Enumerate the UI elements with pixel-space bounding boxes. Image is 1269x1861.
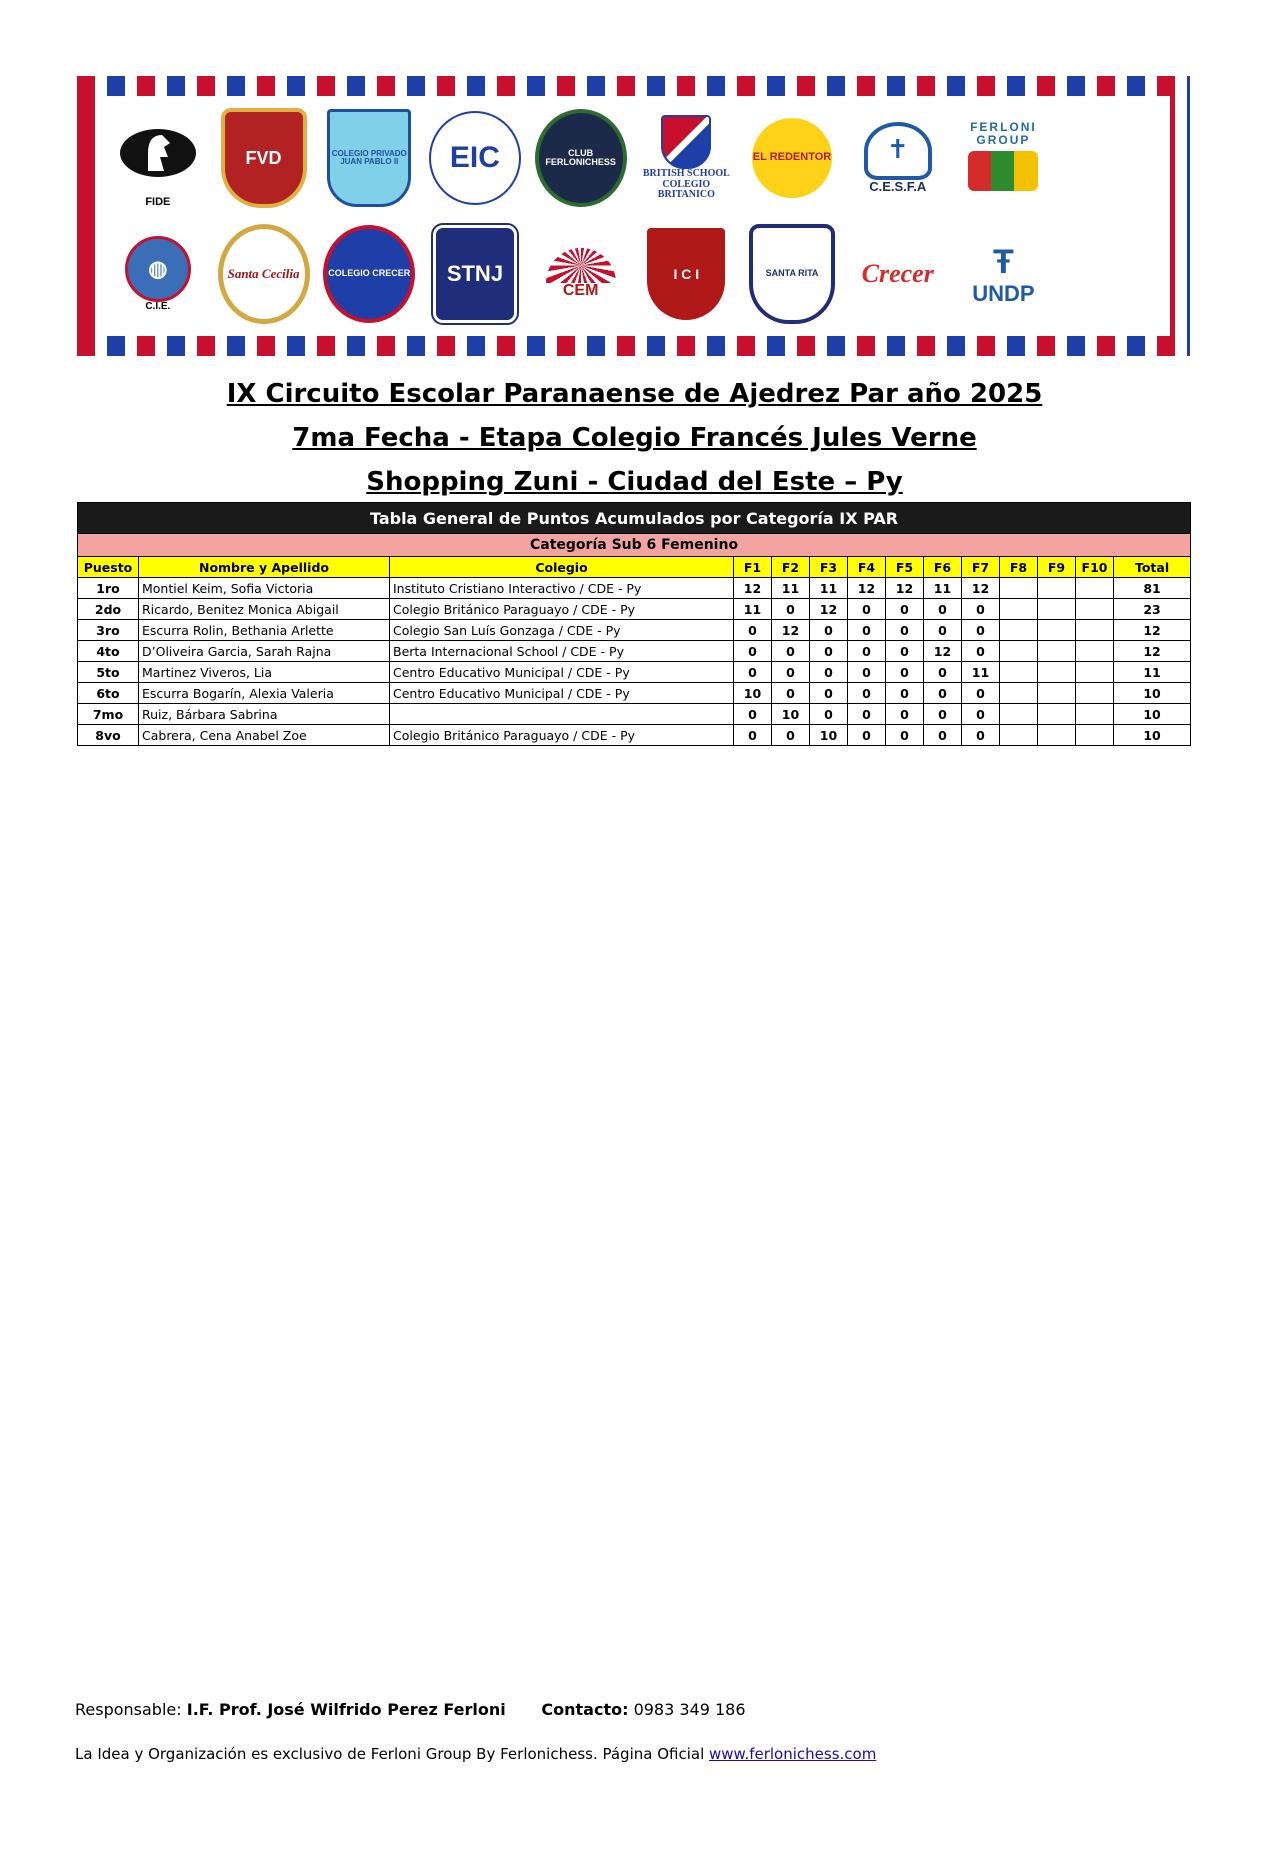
name-cell: Ricardo, Benitez Monica Abigail [139,599,390,620]
score-cell: 0 [810,704,848,725]
table-title: Tabla General de Puntos Acumulados por Categoría IX PAR [78,503,1191,534]
ferloni-group-logo: FERLONI GROUP [957,108,1049,208]
eic-logo [429,108,521,208]
rank-cell: 8vo [78,725,139,746]
british-school-logo: BRITISH SCHOOL COLEGIO BRITANICO [640,108,732,208]
school-cell: Instituto Cristiano Interactivo / CDE - Py [390,578,734,599]
document-titles [0,372,1269,504]
score-cell [1076,725,1114,746]
fide-text: FIDE [145,196,171,208]
total-cell: 10 [1114,683,1191,704]
score-cell [1000,599,1038,620]
total-cell: 12 [1114,620,1191,641]
column-header: Nombre y Apellido [139,557,390,578]
column-header: F4 [848,557,886,578]
globe-icon: ◍ [125,236,191,302]
table-row [78,641,1191,662]
fvd-shield-icon: FVD [221,108,307,208]
cie-logo: ◍ C.I.E. [112,224,204,324]
total-cell: 10 [1114,704,1191,725]
logo-grid [97,96,1170,336]
score-cell [1038,599,1076,620]
crecer-logo: Crecer [861,259,934,289]
score-cell [1038,683,1076,704]
name-cell: D’Oliveira Garcia, Sarah Rajna [139,641,390,662]
rank-cell: 5to [78,662,139,683]
category-title: Categoría Sub 6 Femenino [78,534,1191,557]
score-cell [1000,725,1038,746]
score-cell: 0 [886,641,924,662]
cem-logo: CEM [535,224,627,324]
score-cell [1076,683,1114,704]
score-cell [1038,704,1076,725]
fvd-logo [218,108,310,208]
crecer-seal-icon: COLEGIO CRECER [323,225,415,323]
score-cell: 0 [734,662,772,683]
score-cell: 10 [810,725,848,746]
rank-cell: 6to [78,683,139,704]
score-cell: 0 [924,725,962,746]
title-line-3: Shopping Zuni - Ciudad del Este – Py [366,467,903,497]
column-header: F9 [1038,557,1076,578]
juan-pablo-ii-logo [323,108,415,208]
column-header: Puesto [78,557,139,578]
column-header: F3 [810,557,848,578]
score-cell [1076,620,1114,641]
organization-text: La Idea y Organización es exclusivo de Ferloni Group By Ferlonichess. Página Oficial [75,1745,710,1763]
rank-cell: 2do [78,599,139,620]
score-cell: 11 [962,662,1000,683]
score-cell: 0 [886,725,924,746]
table-body [78,578,1191,746]
table-row [78,599,1191,620]
chess-knight-icon [118,123,198,193]
score-cell: 0 [734,725,772,746]
score-cell: 0 [848,620,886,641]
score-cell [1076,704,1114,725]
score-cell: 0 [886,599,924,620]
chessboard-emblem-icon: CLUB FERLONICHESS [535,109,627,207]
table-row [78,578,1191,599]
score-cell [1000,662,1038,683]
name-cell: Ruiz, Bárbara Sabrina [139,704,390,725]
score-cell: 0 [924,662,962,683]
table-row [78,662,1191,683]
score-cell: 11 [924,578,962,599]
ici-shield-icon: I C I [647,228,725,320]
score-cell: 0 [886,620,924,641]
column-header: F8 [1000,557,1038,578]
name-cell: Montiel Keim, Sofia Victoria [139,578,390,599]
score-cell: 11 [810,578,848,599]
school-cell: Centro Educativo Municipal / CDE - Py [390,662,734,683]
contacto-label: Contacto: [541,1700,629,1719]
total-cell: 12 [1114,641,1191,662]
score-cell: 12 [772,620,810,641]
rank-cell: 1ro [78,578,139,599]
union-jack-shield-icon [661,115,711,169]
score-cell: 0 [886,704,924,725]
score-cell: 12 [962,578,1000,599]
undp-logo: Ŧ UNDP [972,242,1035,306]
score-cell: 0 [810,620,848,641]
score-cell: 0 [962,704,1000,725]
responsable-label: Responsable: [75,1700,187,1719]
juan-pablo-shield-icon: COLEGIO PRIVADO JUAN PABLO II [327,109,411,207]
score-cell: 0 [848,704,886,725]
score-cell: 0 [962,599,1000,620]
name-cell: Escurra Bogarín, Alexia Valeria [139,683,390,704]
score-cell: 0 [734,704,772,725]
score-cell: 12 [848,578,886,599]
table-row [78,725,1191,746]
rank-cell: 7mo [78,704,139,725]
name-cell: Cabrera, Cena Anabel Zoe [139,725,390,746]
score-cell [1076,662,1114,683]
score-cell: 12 [734,578,772,599]
santa-cecilia-seal-icon: Santa Cecilia [218,224,310,324]
score-cell [1038,662,1076,683]
score-cell: 0 [924,704,962,725]
total-cell: 11 [1114,662,1191,683]
score-cell [1038,725,1076,746]
score-cell: 0 [772,641,810,662]
column-header: F10 [1076,557,1114,578]
total-cell: 81 [1114,578,1191,599]
score-cell [1038,578,1076,599]
score-cell [1038,620,1076,641]
score-cell: 11 [772,578,810,599]
column-header: Colegio [390,557,734,578]
column-header: F5 [886,557,924,578]
school-cell: Colegio San Luís Gonzaga / CDE - Py [390,620,734,641]
table-header-row [78,557,1191,578]
colegio-nacional-santa-rita-logo [746,224,838,324]
score-cell: 10 [772,704,810,725]
score-cell: 0 [924,620,962,641]
column-header: Total [1114,557,1191,578]
score-cell: 0 [886,683,924,704]
score-cell: 0 [810,683,848,704]
fide-logo [112,108,204,208]
score-cell: 0 [848,662,886,683]
score-cell: 0 [848,725,886,746]
school-cell: Centro Educativo Municipal / CDE - Py [390,683,734,704]
score-cell: 0 [848,683,886,704]
cesfa-logo: ✝ C.E.S.F.A [852,108,944,208]
score-cell: 0 [962,641,1000,662]
footer-responsable [75,1700,746,1719]
score-cell: 0 [962,683,1000,704]
contacto-value: 0983 349 186 [628,1700,746,1719]
score-cell [1076,641,1114,662]
rank-cell: 3ro [78,620,139,641]
score-cell: 0 [734,641,772,662]
score-cell: 0 [962,725,1000,746]
footer-organization [75,1745,876,1763]
score-cell [1038,641,1076,662]
ferloni-emblem-icon [968,151,1038,191]
title-line-1: IX Circuito Escolar Paranaense de Ajedrez Par año 2025 [226,379,1043,409]
score-cell: 0 [848,641,886,662]
santa-cecilia-logo [218,224,310,324]
score-cell: 12 [886,578,924,599]
el-redentor-logo [746,108,838,208]
score-cell: 12 [924,641,962,662]
redentor-statue-icon: EL REDENTOR [752,118,832,198]
sponsor-banner [77,76,1190,356]
ici-logo [640,224,732,324]
name-cell: Escurra Rolin, Bethania Arlette [139,620,390,641]
score-cell: 12 [810,599,848,620]
cross-icon: ✝ [864,122,932,180]
responsable-name: I.F. Prof. José Wilfrido Perez Ferloni [186,1700,506,1719]
table-row [78,704,1191,725]
score-cell: 0 [924,683,962,704]
table-row [78,620,1191,641]
school-cell: Colegio Británico Paraguayo / CDE - Py [390,725,734,746]
score-cell [1076,578,1114,599]
santa-rita-shield-icon: SANTA RITA [749,224,835,324]
standings-table [77,502,1191,746]
score-cell: 11 [734,599,772,620]
sunrise-icon [546,248,616,283]
score-cell: 0 [734,620,772,641]
score-cell: 0 [810,641,848,662]
score-cell: 0 [962,620,1000,641]
score-cell: 0 [772,725,810,746]
eic-emblem-icon: EIC [429,111,521,205]
score-cell [1000,704,1038,725]
score-cell [1076,599,1114,620]
score-cell: 0 [810,662,848,683]
score-cell: 0 [772,662,810,683]
school-cell [390,704,734,725]
score-cell: 10 [734,683,772,704]
total-cell: 10 [1114,725,1191,746]
name-cell: Martinez Viveros, Lia [139,662,390,683]
score-cell: 0 [924,599,962,620]
score-cell: 0 [886,662,924,683]
score-cell [1000,578,1038,599]
rank-cell: 4to [78,641,139,662]
column-header: F6 [924,557,962,578]
stnj-shield-icon: STNJ [433,225,517,323]
school-cell: Berta Internacional School / CDE - Py [390,641,734,662]
score-cell: 0 [772,599,810,620]
stnj-logo [429,224,521,324]
score-cell [1000,620,1038,641]
score-cell [1000,683,1038,704]
column-header: F7 [962,557,1000,578]
column-header: F2 [772,557,810,578]
title-line-2: 7ma Fecha - Etapa Colegio Francés Jules Verne [292,423,977,453]
total-cell: 23 [1114,599,1191,620]
school-cell: Colegio Británico Paraguayo / CDE - Py [390,599,734,620]
score-cell [1000,641,1038,662]
official-site-link[interactable]: www.ferlonichess.com [709,1745,877,1763]
club-ferlonichess-logo [535,108,627,208]
score-cell: 0 [848,599,886,620]
colegio-crecer-logo [323,224,415,324]
column-header: F1 [734,557,772,578]
undp-emblem-icon: Ŧ [993,242,1014,281]
score-cell: 0 [772,683,810,704]
table-row [78,683,1191,704]
